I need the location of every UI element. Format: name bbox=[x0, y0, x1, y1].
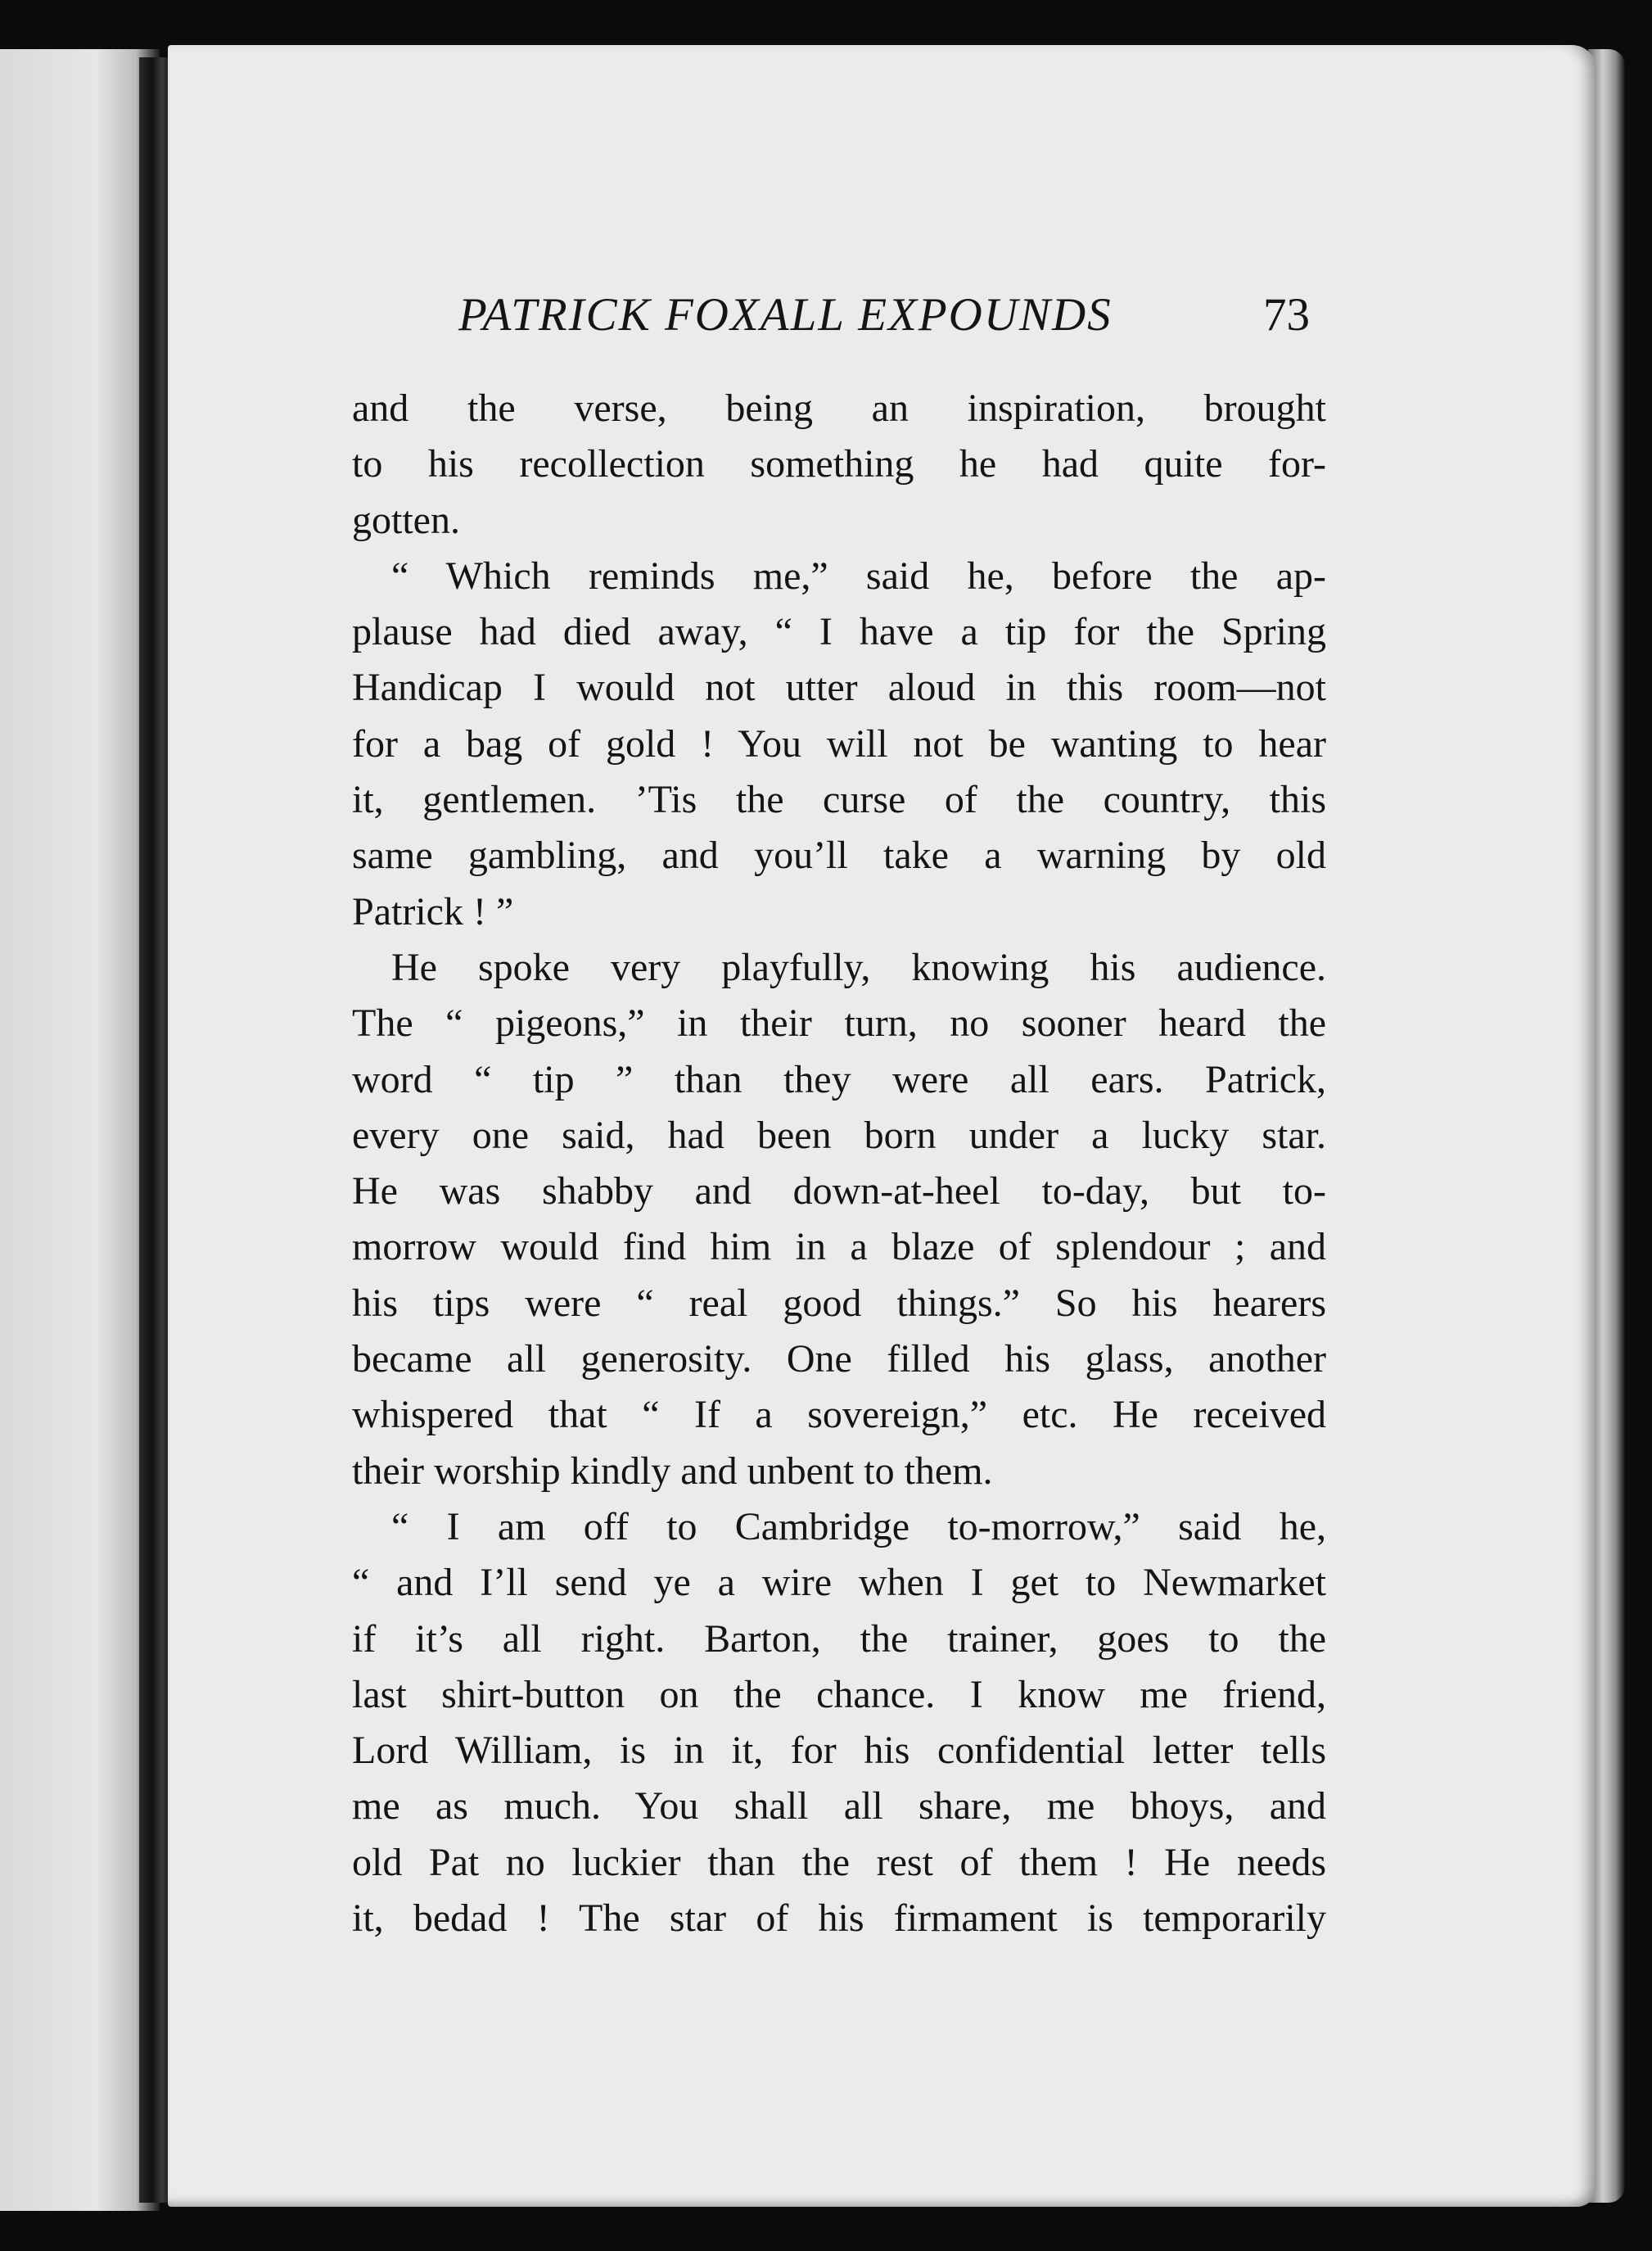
text-line: “ I am off to Cambridge to-morrow,” said he, bbox=[391, 1504, 1326, 1548]
text-line: Handicap I would not utter aloud in this room—not bbox=[352, 666, 1326, 710]
text-line: his tips were “ real good things.” So his hearers bbox=[352, 1281, 1326, 1325]
running-head bbox=[458, 288, 1310, 354]
text-line: last shirt-button on the chance. I know me friend, bbox=[352, 1672, 1326, 1716]
body-text bbox=[352, 381, 1326, 1946]
text-line: plause had died away, “ I have a tip for the Spring bbox=[352, 610, 1326, 654]
running-title: PATRICK FOXALL EXPOUNDS bbox=[458, 289, 1113, 341]
text-line: became all generosity. One filled his glass, another bbox=[352, 1337, 1326, 1381]
text-line: “ Which reminds me,” said he, before the ap- bbox=[391, 554, 1326, 598]
text-line: their worship kindly and unbent to them. bbox=[352, 1449, 993, 1493]
text-line: gotten. bbox=[352, 498, 460, 542]
text-line: for a bag of gold ! You will not be wanting to hear bbox=[352, 721, 1326, 766]
text-line: “ and I’ll send ye a wire when I get to Newmarket bbox=[352, 1561, 1326, 1605]
text-line: He was shabby and down-at-heel to-day, but to- bbox=[352, 1169, 1326, 1214]
book-gutter bbox=[139, 57, 172, 2203]
text-line: morrow would find him in a blaze of splendour ; and bbox=[352, 1225, 1326, 1269]
text-line: He spoke very playfully, knowing his audience. bbox=[391, 945, 1326, 989]
text-line: word “ tip ” than they were all ears. Patrick, bbox=[352, 1057, 1326, 1101]
left-page-edge bbox=[0, 49, 160, 2211]
text-line: The “ pigeons,” in their turn, no sooner heard the bbox=[352, 1001, 1326, 1046]
text-line: old Pat no luckier than the rest of them ! He needs bbox=[352, 1840, 1326, 1884]
text-line: every one said, had been born under a lucky star. bbox=[352, 1113, 1326, 1157]
text-line: it, bedad ! The star of his firmament is temporarily bbox=[352, 1896, 1326, 1941]
text-line: to his recollection something he had quite for- bbox=[352, 442, 1326, 486]
text-line: Patrick ! ” bbox=[352, 889, 514, 933]
text-line: and the verse, being an inspiration, brought bbox=[352, 386, 1326, 430]
text-line: me as much. You shall all share, me bhoys, and bbox=[352, 1784, 1326, 1828]
page-number: 73 bbox=[1263, 289, 1310, 341]
text-line: it, gentlemen. ’Tis the curse of the country, this bbox=[352, 778, 1326, 822]
text-line: if it’s all right. Barton, the trainer, goes to the bbox=[352, 1616, 1326, 1661]
text-line: same gambling, and you’ll take a warning by old bbox=[352, 834, 1326, 878]
text-line: Lord William, is in it, for his confidential letter tells bbox=[352, 1729, 1326, 1773]
text-line: whispered that “ If a sovereign,” etc. He received bbox=[352, 1393, 1326, 1437]
